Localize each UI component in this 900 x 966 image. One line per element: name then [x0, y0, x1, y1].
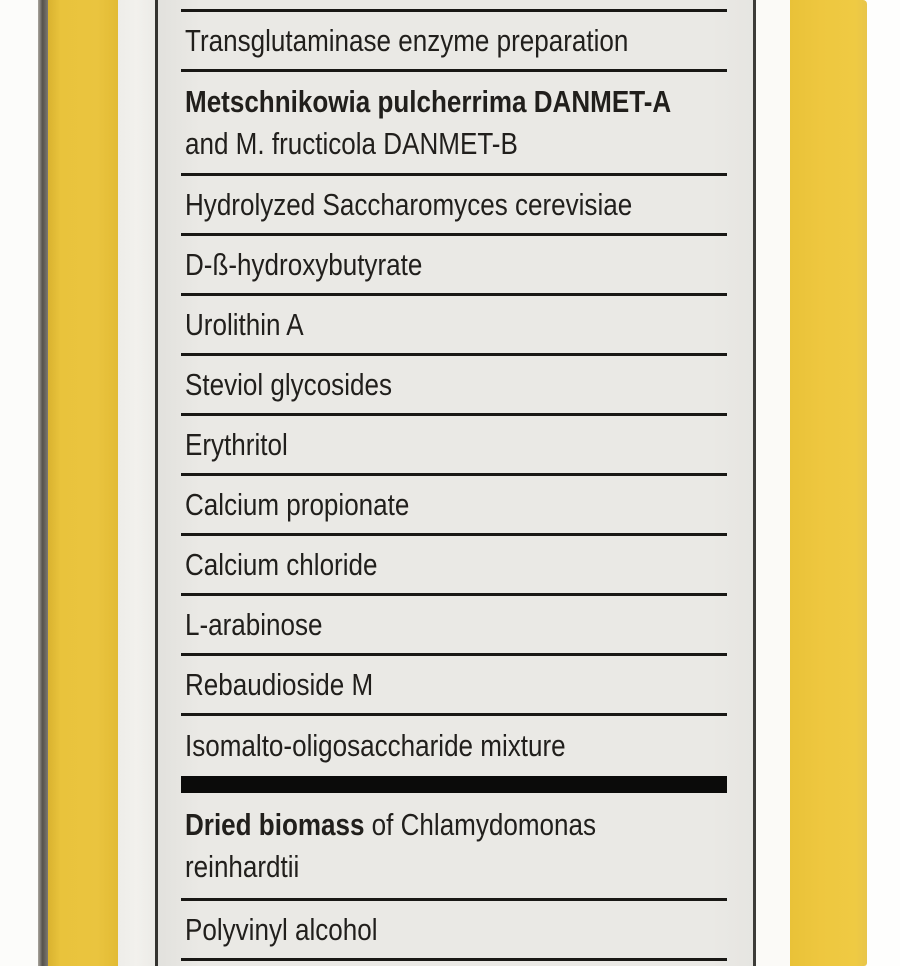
section-divider	[181, 776, 727, 793]
list-item	[181, 296, 727, 356]
right-yellow-stripe	[790, 0, 867, 966]
left-card-edge	[38, 0, 48, 966]
list-item-text: Metschnikowia pulcherrima DANMET-A	[185, 83, 672, 119]
list-item	[181, 793, 727, 901]
list-item	[181, 656, 727, 716]
list-item-text: Calcium chloride	[185, 546, 378, 582]
list-item	[181, 236, 727, 296]
list-item-text: Dried biomass of Chlamydomonas	[185, 806, 597, 842]
list-item	[181, 416, 727, 476]
list-item-text: Urolithin A	[185, 306, 304, 342]
list-item-text: Rebaudioside M	[185, 666, 374, 702]
right-page-edge	[867, 0, 900, 966]
list-item-text: L-arabinose	[185, 606, 323, 642]
list-item-text: Erythritol	[185, 426, 288, 462]
list-item-text: Isomalto-oligosaccharide mixture	[185, 728, 566, 763]
list-item	[181, 176, 727, 236]
list-item	[181, 12, 727, 72]
left-yellow-stripe	[48, 0, 118, 966]
right-margin-gap	[756, 0, 790, 966]
list-item-text: Transglutaminase enzyme preparation	[185, 22, 629, 58]
list-item-text: reinhardtii	[185, 848, 300, 884]
list-item	[181, 901, 727, 961]
left-margin-gap	[118, 0, 155, 966]
list-item-text: Polyvinyl alcohol	[185, 911, 378, 947]
list-item	[181, 72, 727, 176]
list-item	[181, 716, 727, 776]
list-item-text: and M. fructicola DANMET-B	[185, 125, 518, 161]
list-item	[181, 356, 727, 416]
list-item	[181, 596, 727, 656]
list-item-text: Calcium propionate	[185, 486, 410, 522]
list-item	[181, 476, 727, 536]
list-item	[181, 536, 727, 596]
list-item-text: Hydrolyzed Saccharomyces cerevisiae	[185, 186, 633, 222]
substance-list	[181, 9, 727, 961]
list-item-text: D-ß-hydroxybutyrate	[185, 246, 423, 282]
list-item-text: Steviol glycosides	[185, 366, 392, 402]
